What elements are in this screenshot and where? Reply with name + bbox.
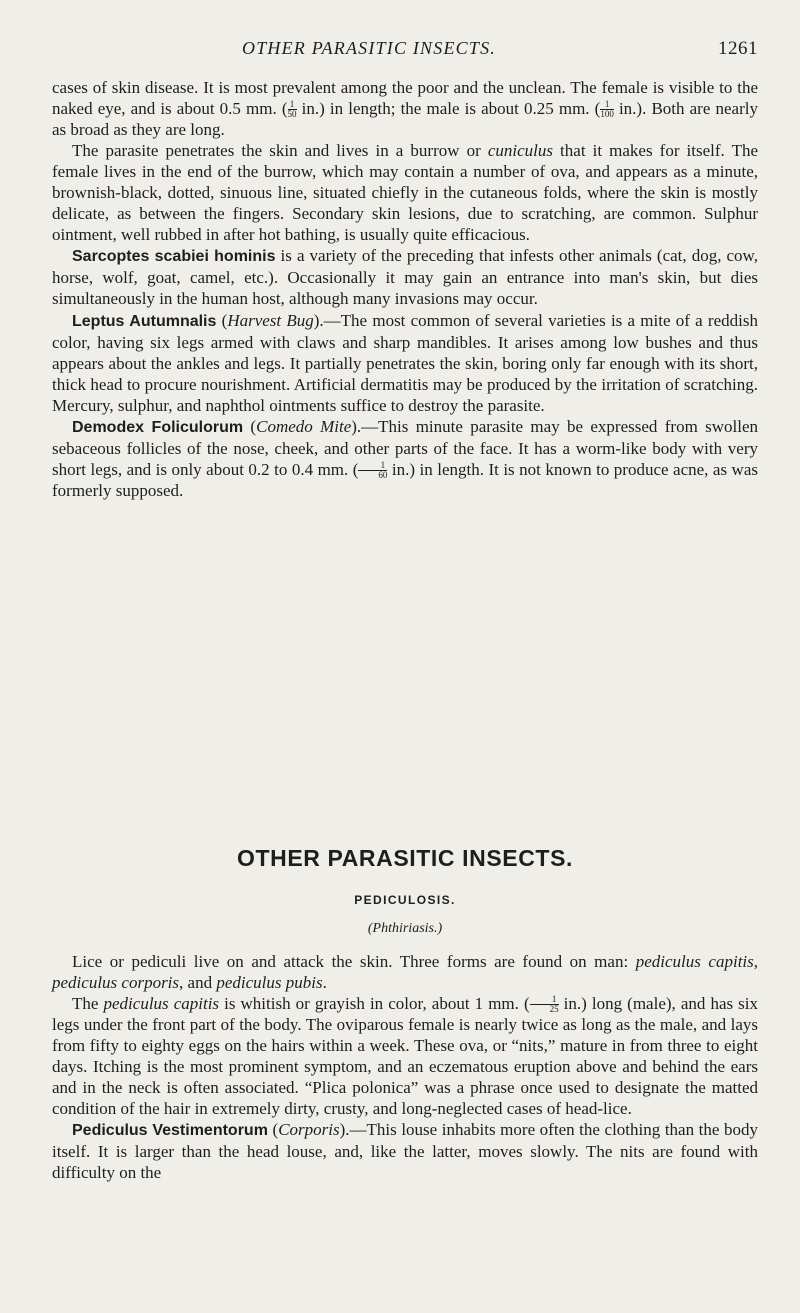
- entry-term: Leptus Autumnalis: [72, 312, 217, 330]
- section-subheading: PEDICULOSIS.: [354, 893, 456, 907]
- paragraph-demodex: Demodex Foliculorum (Comedo Mite).—This minute parasite may be expressed from swollen sebaceous follicles of the nose, cheek, and other parts of the face. It has a worm-like body with very short legs, and is only about 0.2 to 0.4 mm. ( $\frac{1}{60}$ in.) in length. It is not known to produce acne, as was formerly supposed.: [52, 416, 758, 500]
- entry-term: Sarcoptes scabiei hominis: [72, 248, 276, 266]
- text-block-lice: [52, 951, 758, 1184]
- section-heading: OTHER PARASITIC INSECTS.: [237, 845, 573, 871]
- fraction: $\frac{1}{50}$: [287, 99, 297, 120]
- section-subheading-alt: (Phthiriasis.): [367, 921, 443, 936]
- paragraph-scabies-size: cases of skin disease. It is most prevalent among the poor and the unclean. The female is visible to the naked eye, and is about 0.5 mm. ( $\frac{1}{50}$ in.) in length; the male is about 0.25 mm. ( $\frac{1}{100}$ in.). Both are nearly as broad as they are long.: [52, 78, 758, 140]
- page-number: 1261: [718, 38, 758, 59]
- fraction: $\frac{1}{60}$: [358, 461, 387, 480]
- entry-term: Pediculus Vestimentorum: [72, 1122, 268, 1140]
- paragraph-burrow: The parasite penetrates the skin and lives in a burrow or cuniculus that it makes for itself. The female lives in the end of the burrow, which may contain a number of ova, and appears as a minute, brownish-black, dotted, sinuous line, situated chiefly in the cutaneous folds, where the skin is mostly delicate, as between the fingers. Secondary skin lesions, due to scratching, are common. Sulphur ointment, well rubbed in after hot bathing, is usually quite efficacious.: [52, 141, 758, 245]
- paragraph-lice-intro: Lice or pediculi live on and attack the skin. Three forms are found on man: pediculus capitis, pediculus corporis, and pediculus pubis.: [52, 952, 758, 993]
- running-title: OTHER PARASITIC INSECTS.: [242, 38, 496, 58]
- text-block-mites: [52, 77, 758, 501]
- fraction: $\frac{1}{25}$: [530, 995, 559, 1014]
- running-header: [52, 38, 758, 64]
- entry-term: Demodex Foliculorum: [72, 418, 244, 436]
- paragraph-capitis: The pediculus capitis is whitish or grayish in color, about 1 mm. ( $\frac{1}{25}$ in.) long (male), and has six legs under the front part of the body. The oviparous female is nearly twice as long as the male, and lays from fifty to eighty eggs on the hairs within a week. These ova, or “nits,” mature in from three to eight days. Itching is the most prominent symptom, and an eczematous eruption above and behind the ears and in the neck is often associated. “Plica polonica” was a phrase once used to designate the matted condition of the hair in extremely dirty, crusty, and long-neglected cases of head-lice.: [52, 994, 759, 1119]
- fraction: $\frac{1}{100}$: [600, 99, 614, 120]
- paragraph-sarcoptes: Sarcoptes scabiei hominis is a variety of the preceding that infests other animals (cat, dog, cow, horse, wolf, goat, camel, etc.). Occasionally it may gain an entrance into man's skin, but dies simultaneously in the human host, although many invasions may occur.: [52, 246, 758, 309]
- paragraph-leptus: Leptus Autumnalis (Harvest Bug).—The most common of several varieties is a mite of a reddish color, having six legs armed with claws and sharp mandibles. It arises among low bushes and thus appears about the ankles and legs. It partially penetrates the skin, boring only far enough with its short, thick head to procure nourishment. Artificial dermatitis may be produced by the irritation of scratching. Mercury, sulphur, and naphthol ointments suffice to destroy the parasite.: [52, 310, 758, 415]
- paragraph-vestimentorum: Pediculus Vestimentorum (Corporis).—This louse inhabits more often the clothing than the body itself. It is larger than the head louse, and, like the latter, moves slowly. The nits are found with difficulty on the: [52, 1120, 759, 1183]
